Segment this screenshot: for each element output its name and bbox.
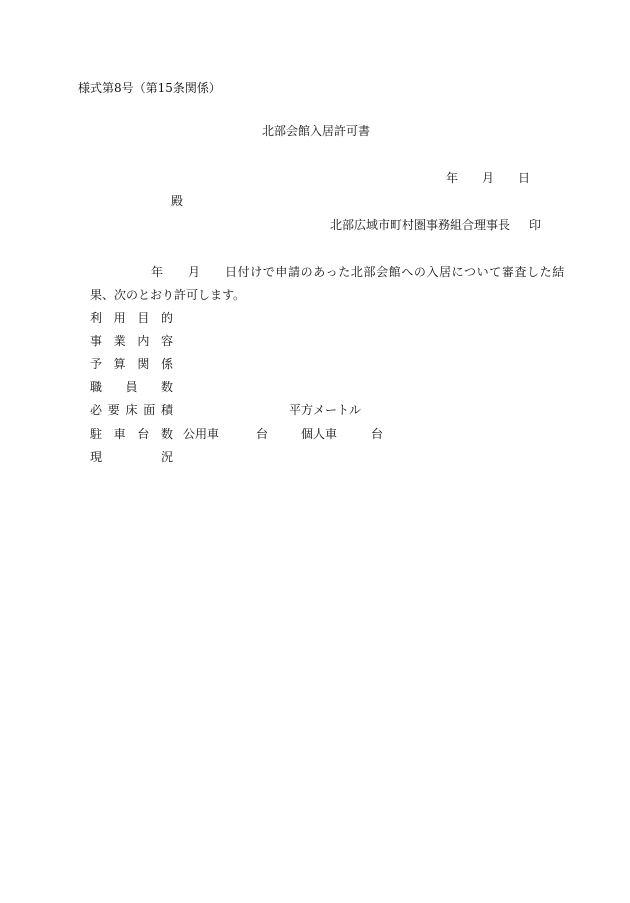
seal-mark: 印 bbox=[529, 218, 542, 232]
body-line2: 果、次のとおり許可します。 bbox=[90, 288, 246, 302]
label-parking: 駐車台数 bbox=[90, 427, 173, 441]
parking-public-unit: 台 bbox=[256, 427, 269, 441]
parking-private-label: 個人車 bbox=[301, 427, 338, 441]
form-number: 様式第8号（第15条関係） bbox=[78, 81, 221, 95]
label-business: 事業内容 bbox=[90, 334, 173, 348]
document-title: 北部会館入居許可書 bbox=[262, 124, 371, 138]
label-status: 現況 bbox=[90, 450, 173, 464]
label-floor-area: 必要床面積 bbox=[90, 403, 173, 417]
date-year: 年 bbox=[446, 171, 459, 185]
label-staff: 職員数 bbox=[90, 380, 173, 394]
issuer: 北部広域市町村圏事務組合理事長 bbox=[330, 218, 511, 232]
label-budget: 予算関係 bbox=[90, 357, 173, 371]
body-month: 月 bbox=[188, 265, 201, 279]
date-day: 日 bbox=[518, 171, 531, 185]
addressee-suffix: 殿 bbox=[171, 194, 184, 208]
parking-private-unit: 台 bbox=[371, 427, 384, 441]
label-purpose: 利用目的 bbox=[90, 311, 173, 325]
body-year: 年 bbox=[151, 265, 164, 279]
date-month: 月 bbox=[482, 171, 495, 185]
floor-area-unit: 平方メートル bbox=[289, 403, 362, 417]
parking-public-label: 公用車 bbox=[183, 427, 220, 441]
body-line1: 日付けで申請のあった北部会館への入居について審査した結 bbox=[225, 265, 565, 279]
